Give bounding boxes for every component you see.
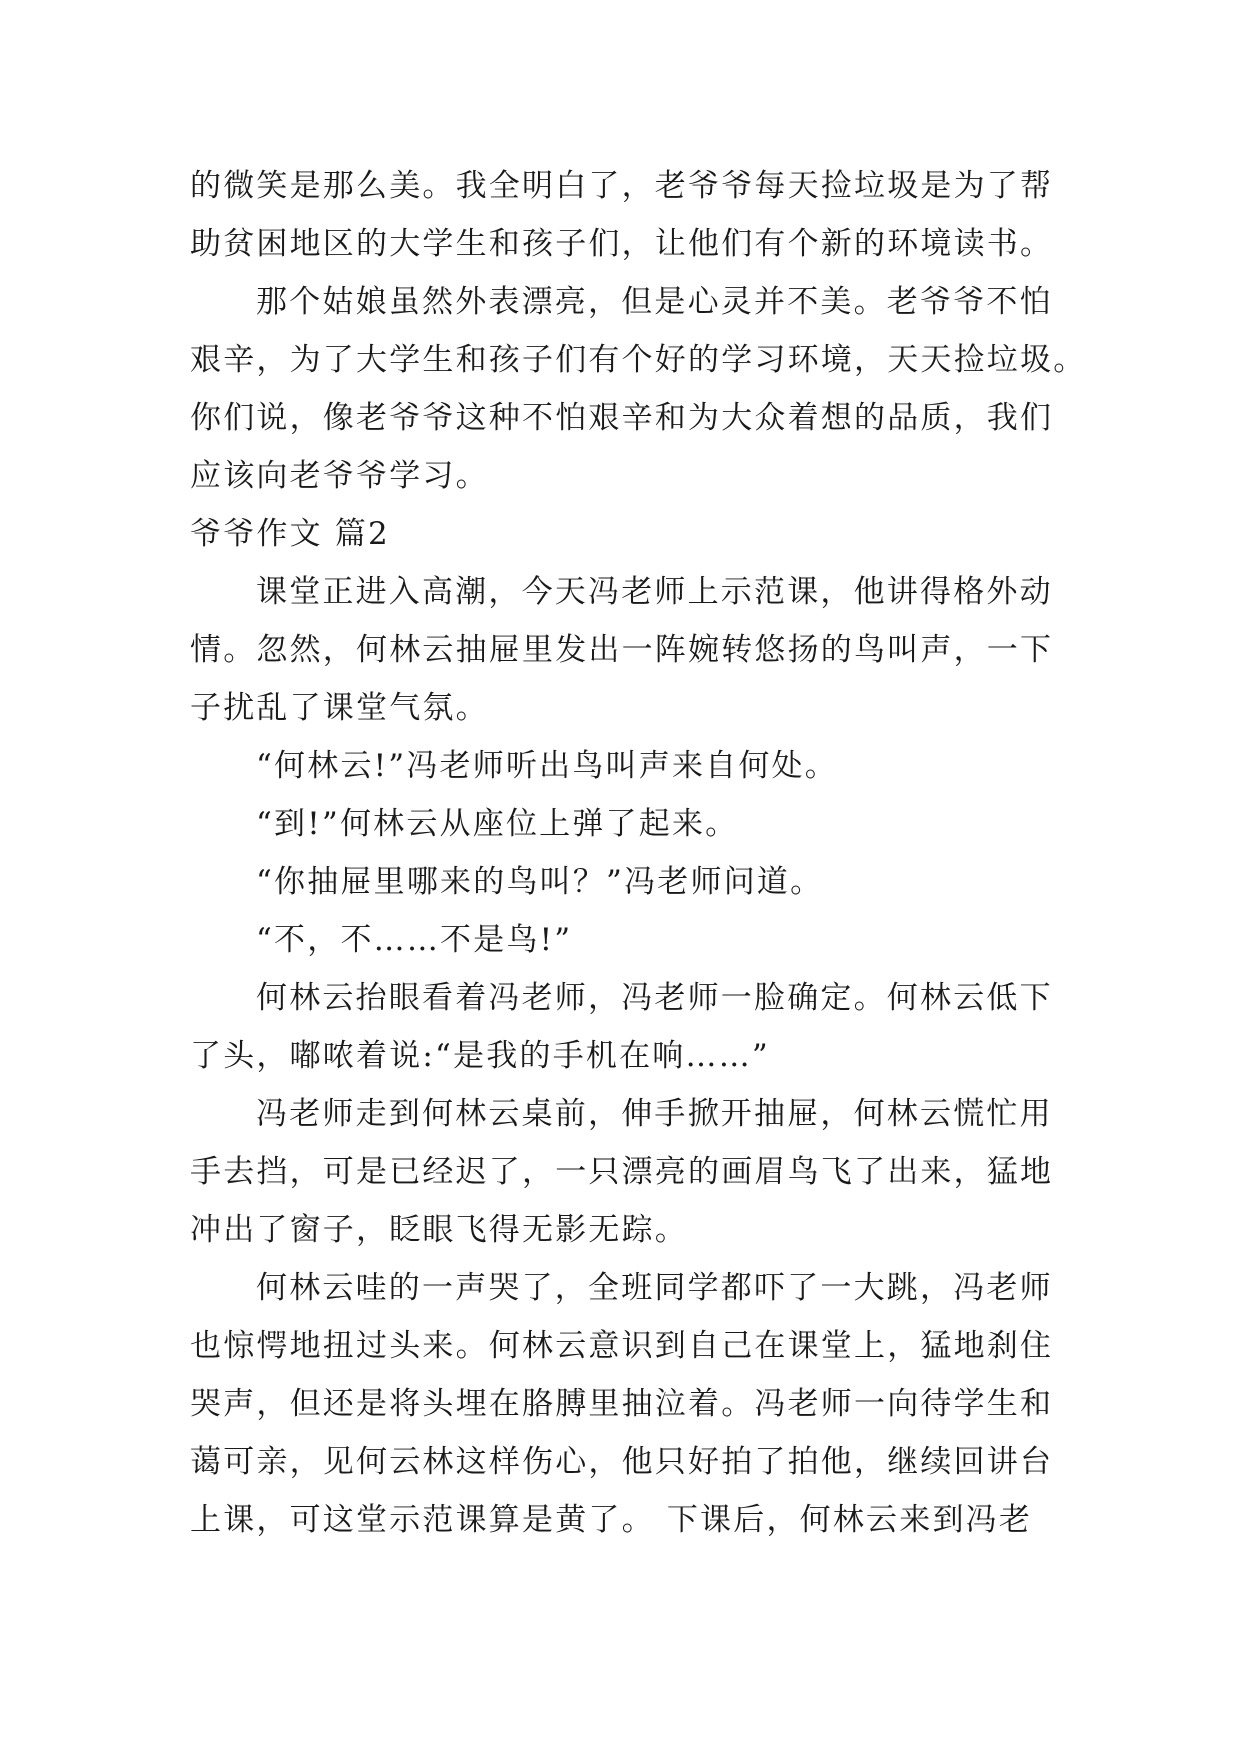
- text-line: 蔼可亲，见何云林这样伤心，他只好拍了拍他，继续回讲台: [190, 1444, 1054, 1480]
- paragraph-start: 冯老师走到何林云桌前，伸手掀开抽屉，何林云慌忙用: [256, 1096, 1053, 1132]
- text-line: 助贫困地区的大学生和孩子们，让他们有个新的环境读书。: [190, 226, 1054, 262]
- paragraph-start: “不，不……不是鸟!”: [256, 922, 573, 958]
- paragraph-start: 课堂正进入高潮，今天冯老师上示范课，他讲得格外动: [256, 574, 1053, 610]
- text-line: 你们说，像老爷爷这种不怕艰辛和为大众着想的品质，我们: [190, 400, 1054, 436]
- text-line: 情。忽然，何林云抽屉里发出一阵婉转悠扬的鸟叫声，一下: [190, 632, 1054, 668]
- text-line: 也惊愕地扭过头来。何林云意识到自己在课堂上，猛地刹住: [190, 1328, 1054, 1364]
- paragraph-start: “到!”何林云从座位上弹了起来。: [256, 806, 739, 842]
- text-line: 手去挡，可是已经迟了，一只漂亮的画眉鸟飞了出来，猛地: [190, 1154, 1054, 1190]
- section-heading: 爷爷作文 篇2: [190, 516, 390, 552]
- text-line: 应该向老爷爷学习。: [190, 458, 489, 494]
- paragraph-start: 何林云抬眼看着冯老师，冯老师一脸确定。何林云低下: [256, 980, 1053, 1016]
- text-line: 的微笑是那么美。我全明白了，老爷爷每天捡垃圾是为了帮: [190, 168, 1054, 204]
- paragraph-start: 那个姑娘虽然外表漂亮，但是心灵并不美。老爷爷不怕: [256, 284, 1053, 320]
- text-line: 子扰乱了课堂气氛。: [190, 690, 489, 726]
- text-line: 了头，嘟哝着说:“是我的手机在响……”: [190, 1038, 770, 1074]
- text-line: 上课，可这堂示范课算是黄了。 下课后，何林云来到冯老: [190, 1502, 1033, 1538]
- paragraph-start: “何林云!”冯老师听出鸟叫声来自何处。: [256, 748, 838, 784]
- text-line: 哭声，但还是将头埋在胳膊里抽泣着。冯老师一向待学生和: [190, 1386, 1054, 1422]
- paragraph-start: “你抽屉里哪来的鸟叫？”冯老师问道。: [256, 864, 824, 900]
- text-line: 冲出了窗子，眨眼飞得无影无踪。: [190, 1212, 688, 1248]
- text-line: 艰辛，为了大学生和孩子们有个好的学习环境，天天捡垃圾。: [190, 342, 1087, 378]
- paragraph-start: 何林云哇的一声哭了，全班同学都吓了一大跳，冯老师: [256, 1270, 1053, 1306]
